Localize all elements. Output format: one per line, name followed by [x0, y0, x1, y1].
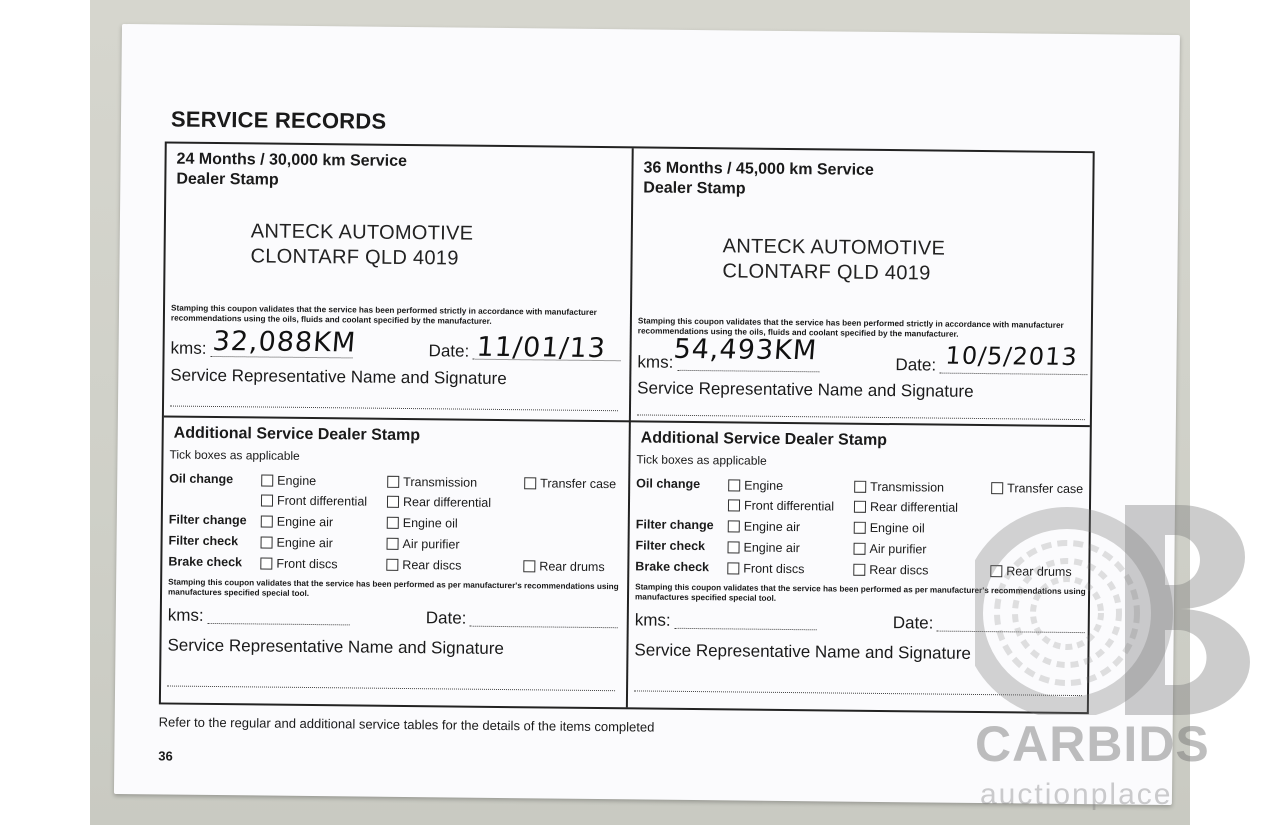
- air-purifier-checkbox-option[interactable]: [853, 542, 926, 557]
- kms-line: [677, 370, 819, 372]
- dealer-stamp-label: Dealer Stamp: [176, 170, 279, 189]
- kms-label: kms:: [167, 605, 204, 625]
- service-36-months-cell: [631, 148, 1099, 425]
- additional-service-heading: Additional Service Dealer Stamp: [640, 429, 888, 450]
- engine-air-check-checkbox-option[interactable]: [727, 540, 799, 555]
- dealer-stamp: [722, 234, 945, 286]
- engine-oil-checkbox-option[interactable]: [387, 516, 458, 531]
- date-label: Date:: [425, 608, 467, 628]
- handwritten-kms: 32,088KM: [211, 325, 358, 359]
- checkbox-icon[interactable]: [387, 476, 399, 488]
- checkbox-icon[interactable]: [261, 494, 273, 506]
- checkbox-icon[interactable]: [387, 496, 399, 508]
- handwritten-date: 11/01/13: [475, 331, 608, 365]
- option-label: Engine air: [276, 535, 333, 551]
- checkbox-icon[interactable]: [854, 481, 866, 493]
- rear-discs-checkbox-option[interactable]: [853, 563, 928, 578]
- validation-text: Stamping this coupon validates that the service has been performed strictly in accordance with manufacturer recommendations using the oils, fluids and coolant specified by the manufacturer.: [637, 316, 1064, 339]
- option-label: Rear drums: [539, 559, 605, 575]
- checkbox-icon[interactable]: [727, 541, 739, 553]
- checkbox-icon[interactable]: [261, 515, 273, 527]
- checkbox-icon[interactable]: [387, 538, 399, 550]
- engine-air-checkbox-option[interactable]: [728, 519, 800, 534]
- option-label: Rear discs: [869, 562, 929, 578]
- checkbox-icon[interactable]: [524, 477, 536, 489]
- option-label: Rear differential: [869, 499, 959, 515]
- stamp-line-1: ANTECK AUTOMOTIVE: [722, 235, 946, 260]
- stamp-line-1: ANTECK AUTOMOTIVE: [250, 220, 474, 245]
- option-label: Transfer case: [1007, 481, 1084, 497]
- dealer-stamp: [250, 219, 473, 271]
- validation-text: Stamping this coupon validates that the service has been performed strictly in accordance with manufacturer recommendations using the oils, fluids and coolant specified by the manufacturer.: [170, 303, 597, 326]
- option-label: Transmission: [870, 479, 945, 495]
- service-24-months-cell: [164, 143, 632, 420]
- watermark-subtitle: auctionplace: [980, 778, 1173, 811]
- front-discs-checkbox-option[interactable]: [727, 561, 804, 576]
- kms-line: [675, 628, 817, 630]
- checkbox-icon[interactable]: [991, 482, 1003, 494]
- option-label: Rear differential: [402, 494, 492, 510]
- oil-change-label: Oil change: [169, 471, 234, 487]
- option-label: Front discs: [743, 561, 805, 577]
- transmission-checkbox-option[interactable]: [387, 475, 477, 490]
- checkbox-icon[interactable]: [386, 559, 398, 571]
- transfer-case-checkbox-option[interactable]: [991, 481, 1083, 496]
- date-line: [939, 373, 1087, 376]
- option-label: Engine air: [743, 519, 801, 535]
- option-label: Air purifier: [402, 536, 460, 552]
- air-purifier-checkbox-option[interactable]: [386, 537, 459, 552]
- stamp-line-2: CLONTARF QLD 4019: [250, 245, 459, 270]
- tick-instructions: Tick boxes as applicable: [636, 452, 767, 468]
- brake-check-label: Brake check: [635, 559, 710, 575]
- kms-line: [208, 623, 350, 625]
- additional-service-left-cell: [161, 417, 629, 709]
- signature-line: [167, 686, 615, 692]
- filter-change-label: Filter change: [635, 517, 714, 533]
- handwritten-date: 10/5/2013: [944, 341, 1079, 372]
- option-label: Rear discs: [402, 557, 462, 573]
- engine-oil-checkbox-option[interactable]: [854, 521, 925, 536]
- transfer-case-checkbox-option[interactable]: [524, 476, 616, 491]
- checkbox-icon[interactable]: [728, 520, 740, 532]
- option-label: Front differential: [276, 493, 368, 509]
- engine-air-check-checkbox-option[interactable]: [261, 535, 333, 550]
- engine-checkbox-option[interactable]: [261, 473, 316, 488]
- engine-air-checkbox-option[interactable]: [261, 514, 333, 529]
- service-36-heading: 36 Months / 45,000 km Service: [643, 159, 874, 179]
- brake-check-label: Brake check: [168, 554, 243, 570]
- dealer-stamp-label: Dealer Stamp: [643, 179, 746, 198]
- front-discs-checkbox-option[interactable]: [260, 556, 337, 571]
- checkbox-icon[interactable]: [387, 517, 399, 529]
- option-label: Air purifier: [869, 541, 927, 557]
- validation-text: Stamping this coupon validates that the service has been performed as per manufacturer's recommendations using manufactures specified special tool.: [634, 582, 1086, 603]
- validation-text: Stamping this coupon validates that the service has been performed as per manufacturer's recommendations using manufactures specified special tool.: [168, 577, 619, 598]
- engine-checkbox-option[interactable]: [728, 478, 783, 493]
- date-label: Date:: [892, 613, 934, 633]
- additional-service-heading: Additional Service Dealer Stamp: [173, 424, 421, 445]
- checkbox-icon[interactable]: [728, 499, 740, 511]
- checkbox-icon[interactable]: [261, 536, 273, 548]
- option-label: Front discs: [276, 556, 338, 572]
- handwritten-kms: 54,493KM: [672, 333, 819, 367]
- rear-drums-checkbox-option[interactable]: [523, 559, 604, 574]
- option-label: Engine: [277, 473, 317, 489]
- checkbox-icon[interactable]: [728, 479, 740, 491]
- rear-discs-checkbox-option[interactable]: [386, 558, 461, 573]
- rep-signature-label: Service Representative Name and Signature: [167, 635, 504, 659]
- footer-note: Refer to the regular and additional service tables for the details of the items completed: [158, 714, 655, 735]
- checkbox-icon[interactable]: [853, 564, 865, 576]
- page-title: SERVICE RECORDS: [170, 106, 387, 134]
- option-label: Engine: [744, 478, 784, 493]
- signature-line: [170, 406, 618, 412]
- rep-signature-label: Service Representative Name and Signature: [634, 640, 971, 663]
- carbids-logo-icon: [975, 505, 1255, 715]
- rear-differential-checkbox-option[interactable]: [387, 495, 491, 510]
- checkbox-icon[interactable]: [260, 557, 272, 569]
- checkbox-icon[interactable]: [261, 474, 273, 486]
- oil-change-label: Oil change: [636, 476, 701, 492]
- option-label: Transmission: [403, 474, 478, 490]
- kms-label: kms:: [637, 352, 674, 372]
- option-label: Engine oil: [869, 520, 925, 536]
- checkbox-icon[interactable]: [853, 543, 865, 555]
- rear-differential-checkbox-option[interactable]: [854, 500, 958, 515]
- date-label: Date:: [428, 341, 470, 361]
- date-label: Date:: [895, 355, 937, 375]
- filter-check-label: Filter check: [168, 533, 239, 549]
- option-label: Engine oil: [402, 515, 458, 531]
- transmission-checkbox-option[interactable]: [854, 480, 944, 495]
- signature-line: [637, 414, 1085, 420]
- filter-change-label: Filter change: [168, 512, 247, 528]
- checkbox-icon[interactable]: [854, 522, 866, 534]
- kms-label: kms:: [634, 610, 671, 630]
- option-label: Rear drums: [1006, 564, 1072, 579]
- stamp-line-2: CLONTARF QLD 4019: [722, 260, 931, 285]
- checkbox-icon[interactable]: [727, 562, 739, 574]
- brake-check-row: [168, 555, 623, 580]
- checkbox-icon[interactable]: [854, 501, 866, 513]
- service-24-heading: 24 Months / 30,000 km Service: [176, 150, 408, 170]
- front-differential-checkbox-option[interactable]: [728, 498, 834, 513]
- date-line: [470, 626, 618, 629]
- kms-date-row: [168, 604, 618, 631]
- page-number: 36: [158, 748, 173, 764]
- front-differential-checkbox-option[interactable]: [261, 493, 367, 508]
- checkbox-icon[interactable]: [523, 560, 535, 572]
- tick-instructions: Tick boxes as applicable: [169, 447, 300, 463]
- option-label: Engine air: [743, 540, 800, 556]
- option-label: Front differential: [743, 498, 835, 514]
- option-label: Transfer case: [540, 476, 617, 492]
- filter-check-label: Filter check: [635, 538, 706, 554]
- rep-signature-label: Service Representative Name and Signature: [170, 365, 507, 389]
- option-label: Engine air: [276, 514, 334, 530]
- kms-label: kms:: [170, 338, 207, 358]
- watermark-brand: CARBIDS: [975, 716, 1210, 772]
- rep-signature-label: Service Representative Name and Signature: [637, 378, 974, 401]
- service-records-grid: [159, 141, 1095, 714]
